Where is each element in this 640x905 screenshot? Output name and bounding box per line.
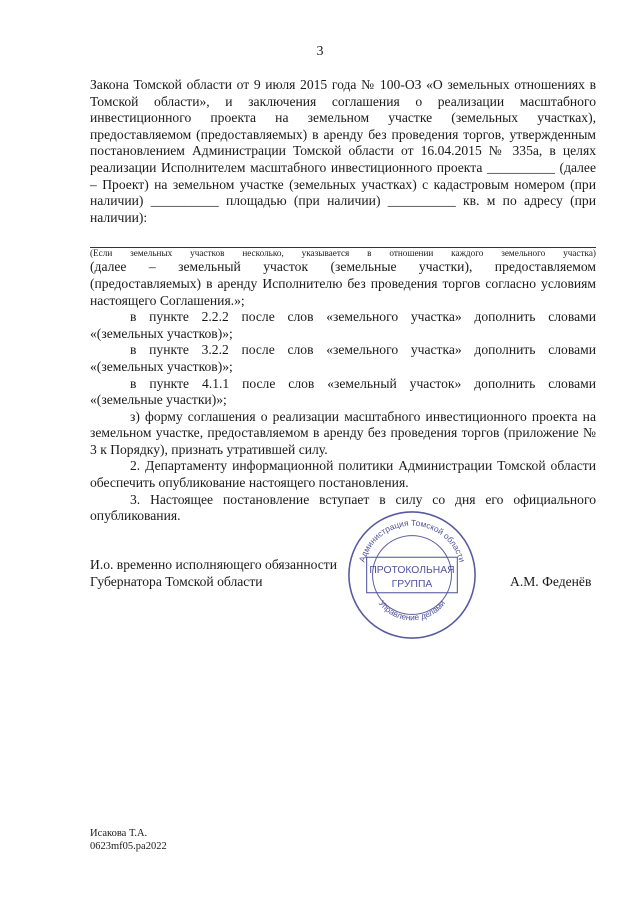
paragraph-continuation: (далее – земельный участок (земельные участки), предоставляемом (предоставляемых) в аренду Исполнителю без проведения торгов согласно условиям настоящего Соглашения.»;	[90, 259, 596, 308]
page-number: 3	[316, 44, 324, 59]
signature-title-line2: Губернатора Томской области	[90, 573, 263, 589]
paragraph-item-2: 2. Департаменту информационной политики Администрации Томской области обеспечить опубликование настоящего постановления.	[90, 458, 596, 491]
paragraph-item-z: з) форму соглашения о реализации масштабного инвестиционного проекта на земельном участке, предоставляемом в аренду без проведения торгов (приложение № 3 к Порядку), признать утратившей силу.	[90, 408, 596, 457]
footer-block	[90, 827, 167, 853]
paragraph-item-322: в пункте 3.2.2 после слов «земельного участка» дополнить словами «(земельных участков)»;	[90, 342, 596, 374]
footnote-note: (Если земельных участков несколько, указывается в отношении каждого земельного участка)	[90, 248, 596, 259]
document-body	[90, 77, 596, 525]
signature-title-line1: И.о. временно исполняющего обязанности	[90, 557, 338, 572]
stamp-ring-top-text: Администрация Томской области	[356, 517, 468, 564]
stamp-center-line1: ПРОТОКОЛЬНАЯ	[369, 565, 455, 577]
stamp-ring-bottom-text: Управление делами	[376, 598, 448, 623]
signature-block	[90, 557, 337, 591]
official-stamp	[343, 506, 481, 644]
paragraph-item-3: 3. Настоящее постановление вступает в силу со дня его официального опубликования.	[90, 491, 596, 524]
footer-author: Исакова Т.А.	[90, 828, 148, 839]
stamp-center-line2: ГРУППА	[391, 578, 433, 590]
paragraph-item-222: в пункте 2.2.2 после слов «земельного участка» дополнить словами «(земельных участков)»;	[90, 309, 596, 341]
paragraph-intro: Закона Томской области от 9 июля 2015 года № 100-ОЗ «О земельных отношениях в Томской области», и заключения соглашения о реализации масштабного инвестиционного проекта на земельном участке (земельных участках), предоставляемом (предоставляемых) в аренду без проведения торгов, утвержденным постановлением Администрации Томской области от 16.04.2015 № 335а, в целях реализации Исполнителем масштабного инвестиционного проекта __________ (далее – Проект) на земельном участке (земельных участках) с кадастровым номером (при наличии) __________ площадью (при наличии) __________ кв. м по адресу (при наличии):	[90, 77, 596, 225]
signer-name: А.М. Феденёв	[510, 574, 592, 589]
footer-code: 0623mf05.pa2022	[90, 841, 167, 852]
paragraph-item-411: в пункте 4.1.1 после слов «земельный участок» дополнить словами «(земельные участки)»;	[90, 375, 596, 408]
blank-line-spacer	[90, 226, 596, 243]
